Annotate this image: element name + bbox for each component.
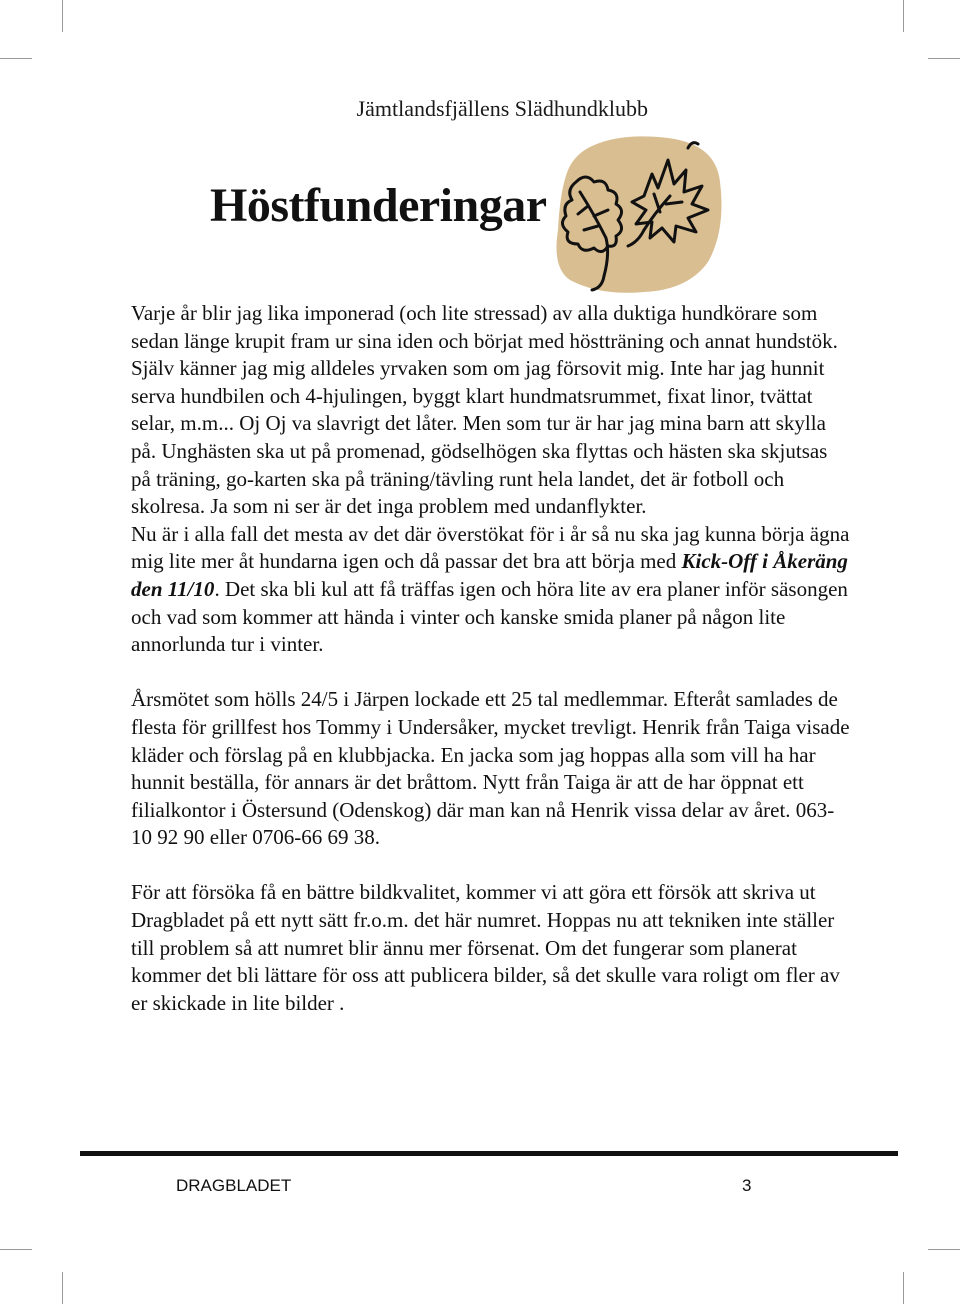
crop-mark [62, 1272, 63, 1304]
article-title: Höstfunderingar [210, 179, 547, 232]
autumn-leaves-icon [548, 130, 728, 300]
page-number: 3 [742, 1176, 752, 1195]
footer-publication: DRAGBLADET [176, 1176, 292, 1195]
crop-mark [903, 1272, 904, 1304]
event-highlight: Kick-Off i Åkeräng den 11/10 [131, 549, 848, 601]
footer-rule [80, 1151, 898, 1156]
crop-mark [903, 0, 904, 32]
paragraph: Varje år blir jag lika imponerad (och lite stressad) av alla duktiga hundkörare som sedan länge krupit fram ur sina iden och börjat med höstträning och annat hundstök. Själv känner jag mig alldeles yrvaken som om jag försovit mig. Inte har jag hunnit serva hundbilen och 4-hjulingen, byggt klart hundmatsrummet, fixat linor, tvättat selar, m.m... Oj Oj va slavrigt det låter. Men som tur är har jag mina barn att skylla på. Unghästen ska ut på promenad, gödselhögen ska flyttas och hästen ska skjutsas på träning, go-karten ska på träning/tävling runt hela landet, det är fotboll och skolresa. Ja som ni ser är det inga problem med undanflykter. [131, 301, 838, 519]
crop-mark [928, 58, 960, 59]
crop-mark [62, 0, 63, 32]
crop-mark [0, 58, 32, 59]
paragraph: Årsmötet som hölls 24/5 i Järpen lockade ett 25 tal medlemmar. Efteråt samlades de flesta för grillfest hos Tommy i Undersåker, mycket trevligt. Henrik från Taiga visade kläder och förslag på en klubbjacka. En jacka som jag hoppas alla som vill ha har hunnit beställa, för annars är det bråttom. Nytt från Taiga är att de har öppnat ett filialkontor i Östersund (Odenskog) där man kan nå Henrik vissa delar av året. 063-10 92 90 eller 0706-66 69 38. [131, 687, 850, 850]
paragraph: Nu är i alla fall det mesta av det där överstökat för i år så nu ska jag kunna börja ägna mig lite mer åt hundarna igen och då passar det bra att börja med Kick-Off i Åkeräng den 11/10. Det ska bli kul att få träffas igen och höra lite av era planer inför säsongen och vad som kommer att hända i vinter och kanske smida planer på någon lite annorlunda tur i vinter. [131, 521, 850, 657]
article-body [131, 300, 851, 1017]
paragraph: För att försöka få en bättre bildkvalitet, kommer vi att göra ett försök att skriva ut Dragbladet på ett nytt sätt fr.o.m. det här numret. Hoppas nu att tekniken inte ställer till problem så att numret blir ännu mer försenat. Om det fungerar som planerat kommer det bli lättare för oss att publicera bilder, så det skulle vara roligt om fler av er skickade in lite bilder . [131, 880, 840, 1015]
crop-mark [928, 1249, 960, 1250]
crop-mark [0, 1249, 32, 1250]
running-header: Jämtlandsfjällens Slädhundklubb [356, 96, 648, 121]
